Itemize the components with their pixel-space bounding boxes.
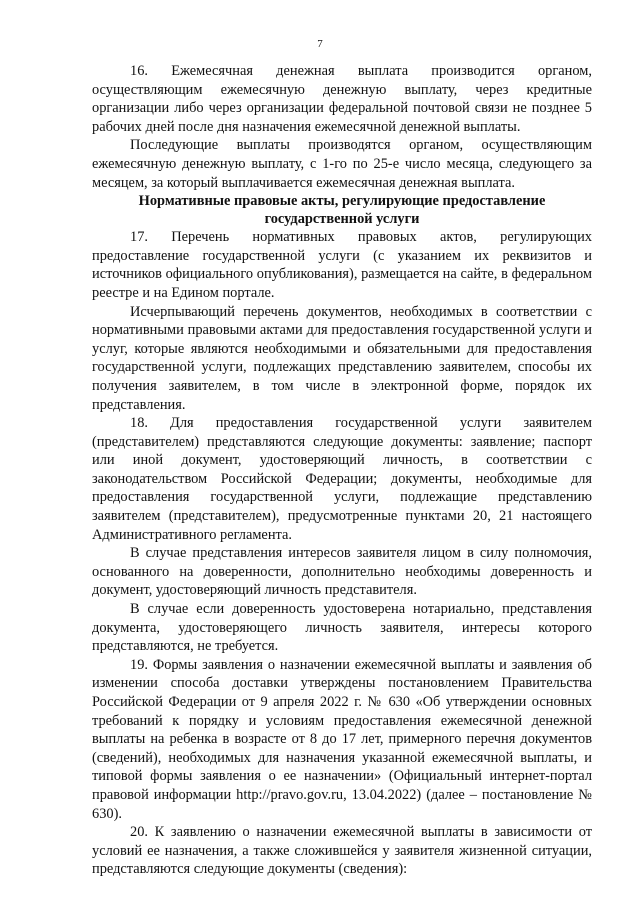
paragraph-17: 17. Перечень нормативных правовых актов, регулирующих предоставление государственной услуги (с указанием их реквизитов и источников официального опубликования), размещается на сайте, в федеральном реестре и на Едином портале.	[92, 229, 592, 301]
paragraph-16: 16. Ежемесячная денежная выплата производится органом, осуществляющим ежемесячную денежную выплату, через кредитные организации либо через организации федеральной почтовой связи не позднее 5 рабочих дней после дня назначения ежемесячной денежной выплаты.	[92, 63, 592, 135]
paragraph-documents-list: Исчерпывающий перечень документов, необходимых в соответствии с нормативными правовыми актами для предоставления государственной услуги и услуг, которые являются необходимыми и обязательными для предоставления государственной услуги, подлежащих представлению заявителем, способы их получения заявителем, в том числе в электронной форме, порядок их представления.	[92, 303, 592, 413]
paragraph-notary: В случае если доверенность удостоверена нотариально, представления документа, удостоверяющего личность заявителя, интересы которого представляются, не требуется.	[92, 601, 592, 655]
page-number: 7	[317, 38, 323, 50]
document-body	[92, 62, 592, 879]
paragraph-19: 19. Формы заявления о назначении ежемесячной выплаты и заявления об изменении способа доставки утверждены постановлением Правительства Российской Федерации от 9 апреля 2022 г. № 630 «Об утверждении основных требований к порядку и условиям предоставления ежемесячной денежной выплаты на ребенка в возрасте от 8 до 17 лет, примерного перечня документов (сведений), необходимых для назначения указанной ежемесячной выплаты, и типовой формы заявления о ее назначении» (Официальный интернет-портал правовой информации http://pravo.gov.ru, 13.04.2022) (далее – постановление № 630).	[92, 656, 592, 822]
paragraph-16-continued: Последующие выплаты производятся органом, осуществляющим ежемесячную денежную выплату, с 1-го по 25-е число месяца, следующего за месяцем, за который выплачивается ежемесячная денежная выплата.	[92, 137, 592, 191]
section-heading: Нормативные правовые акты, регулирующие предоставление государственной услуги	[138, 193, 546, 228]
paragraph-18: 18. Для предоставления государственной услуги заявителем (представителем) представляются следующие документы: заявление; паспорт или иной документ, удостоверяющий личность, в соответствии с законодательством Российской Федерации; документы, необходимые для предоставления государственной услуги, подлежащие представлению заявителем (представителем), предусмотренные пунктами 20, 21 настоящего Административного регламента.	[92, 415, 592, 543]
paragraph-proxy: В случае представления интересов заявителя лицом в силу полномочия, основанного на доверенности, дополнительно необходимы доверенность и документ, удостоверяющий личность представителя.	[92, 545, 592, 599]
paragraph-20: 20. К заявлению о назначении ежемесячной выплаты в зависимости от условий ее назначения, а также сложившейся у заявителя жизненной ситуации, представляются следующие документы (сведения):	[92, 824, 592, 878]
